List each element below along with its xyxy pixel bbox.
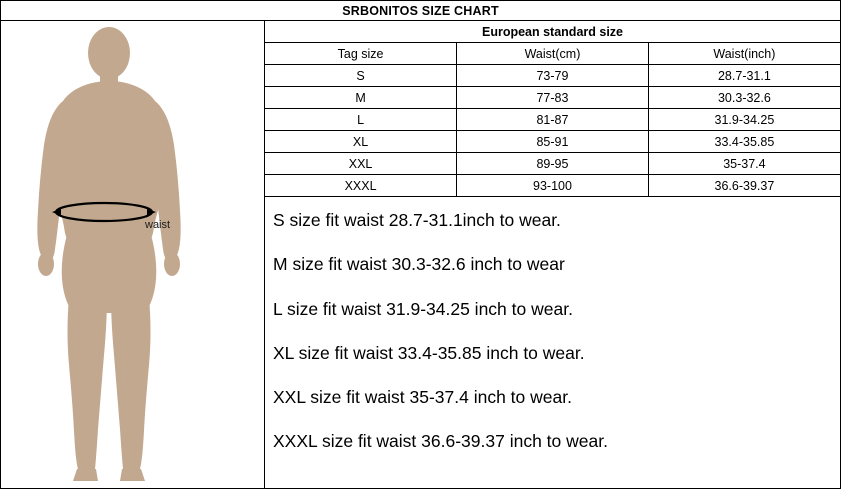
cell-waist-inch: 35-37.4	[648, 153, 840, 175]
european-standard-size-header: European standard size	[265, 21, 840, 43]
cell-tag-size: S	[265, 65, 457, 87]
cell-waist-cm: 77-83	[457, 87, 649, 109]
table-row	[265, 109, 840, 131]
cell-waist-inch: 33.4-35.85	[648, 131, 840, 153]
male-body-silhouette-icon	[1, 21, 265, 488]
cell-waist-cm: 81-87	[457, 109, 649, 131]
description-line-s: S size fit waist 28.7-31.1inch to wear.	[273, 210, 561, 230]
cell-waist-inch: 31.9-34.25	[648, 109, 840, 131]
description-line-xl: XL size fit waist 33.4-35.85 inch to wear.	[273, 342, 585, 363]
description-line-l: L size fit waist 31.9-34.25 inch to wear.	[273, 298, 573, 319]
description-list	[265, 197, 840, 452]
cell-tag-size: M	[265, 87, 457, 109]
table-row	[265, 131, 840, 153]
cell-waist-cm: 93-100	[457, 175, 649, 197]
content-panel	[265, 21, 840, 488]
cell-waist-inch: 30.3-32.6	[648, 87, 840, 109]
table-row	[265, 153, 840, 175]
cell-tag-size: L	[265, 109, 457, 131]
table-row	[265, 175, 840, 197]
description-line-xxxl: XXXL size fit waist 36.6-39.37 inch to wear.	[273, 431, 608, 452]
cell-tag-size: XL	[265, 131, 457, 153]
cell-tag-size: XXL	[265, 153, 457, 175]
cell-waist-cm: 73-79	[457, 65, 649, 87]
column-header-waist-inch: Waist(inch)	[648, 43, 840, 65]
table-header-row	[265, 43, 840, 65]
illustration-panel	[1, 21, 265, 488]
page-title: SRBONITOS SIZE CHART	[1, 1, 840, 21]
cell-waist-inch: 28.7-31.1	[648, 65, 840, 87]
description-line-m: M size fit waist 30.3-32.6 inch to wear	[273, 254, 565, 275]
column-header-waist-cm: Waist(cm)	[457, 43, 649, 65]
size-chart-table	[265, 21, 840, 197]
description-line-xxl: XXL size fit waist 35-37.4 inch to wear.	[273, 387, 572, 407]
cell-waist-cm: 85-91	[457, 131, 649, 153]
table-row	[265, 65, 840, 87]
table-group-header-row	[265, 21, 840, 43]
cell-tag-size: XXXL	[265, 175, 457, 197]
cell-waist-inch: 36.6-39.37	[648, 175, 840, 197]
cell-waist-cm: 89-95	[457, 153, 649, 175]
waist-label: waist	[145, 219, 171, 231]
table-row	[265, 87, 840, 109]
column-header-tag-size: Tag size	[265, 43, 457, 65]
